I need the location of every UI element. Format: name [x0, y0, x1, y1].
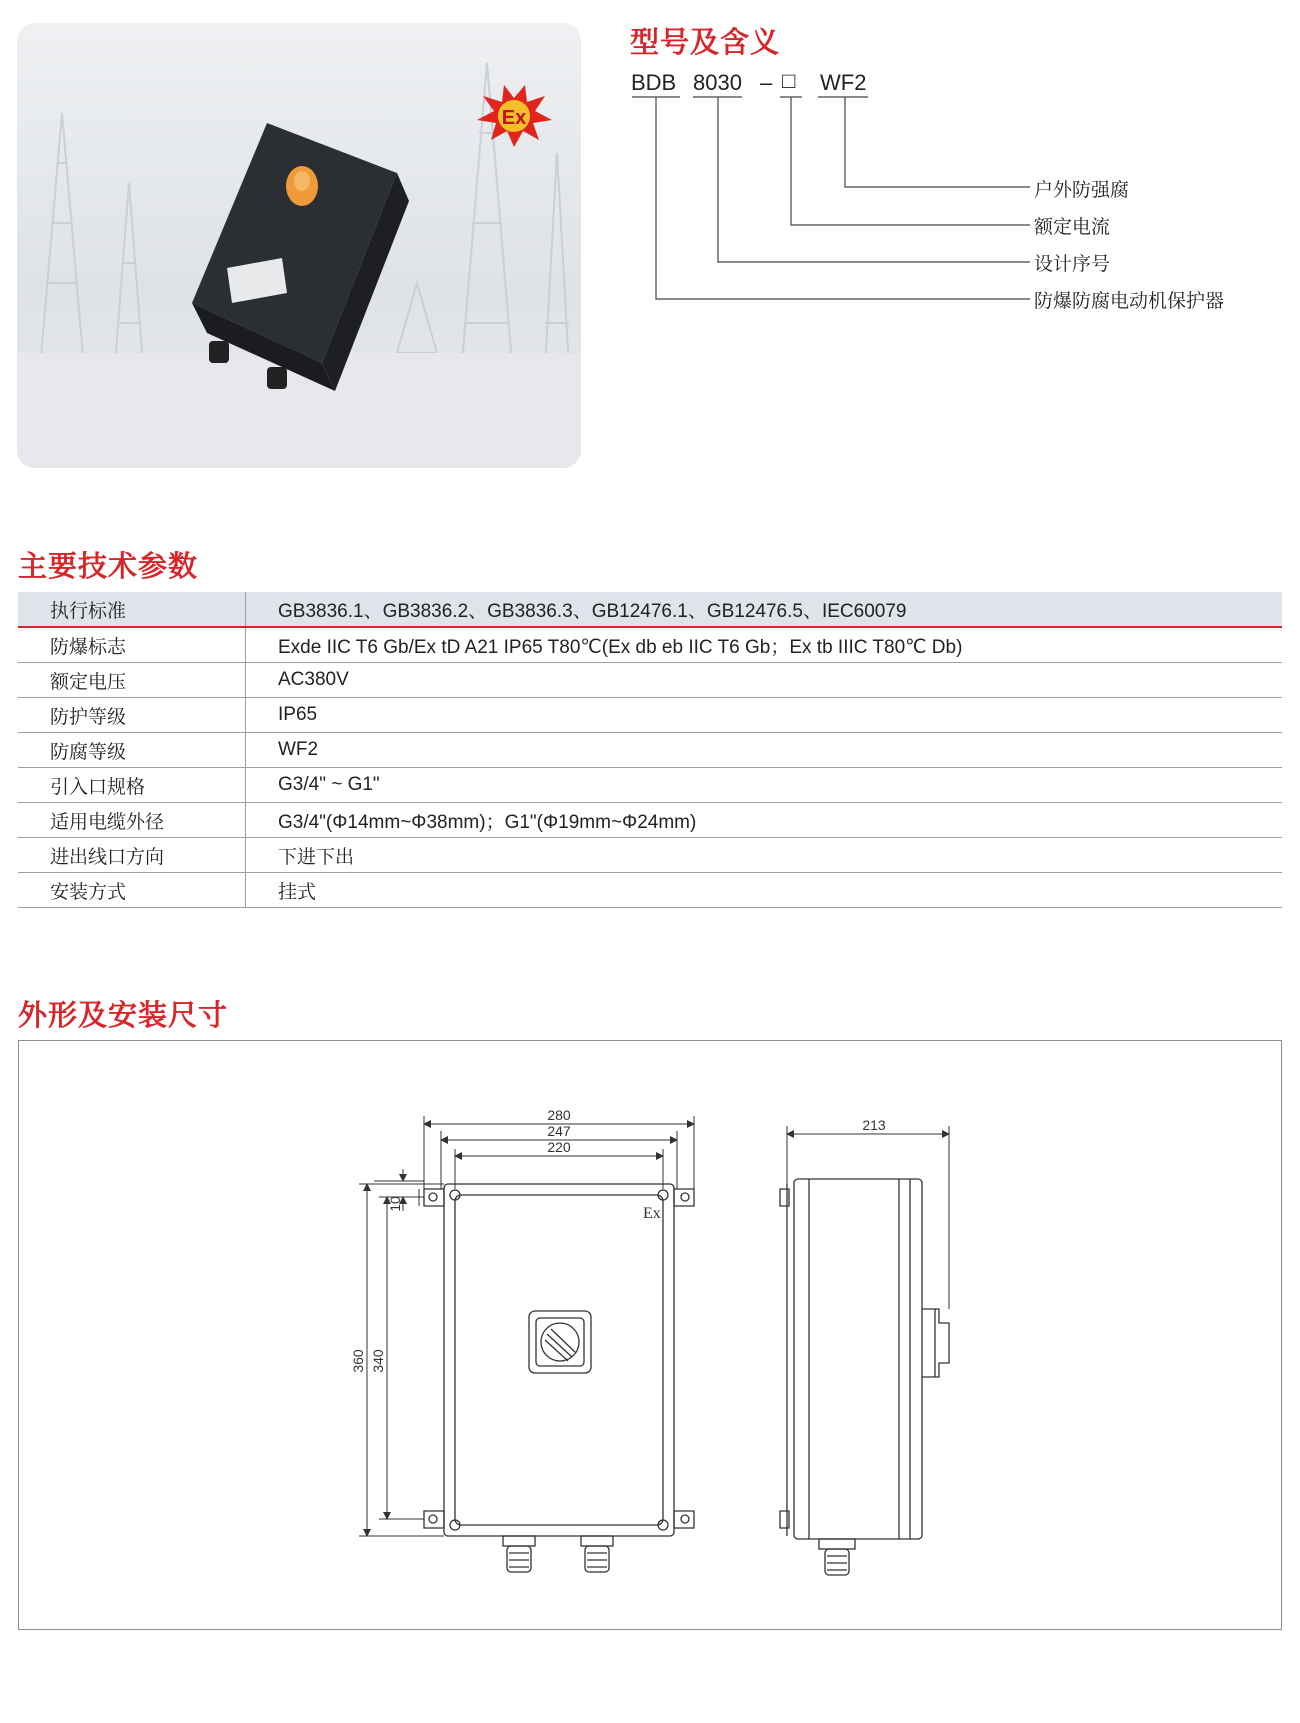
meaning-corrosion: 户外防强腐 [1034, 179, 1130, 201]
model-title: 型号及含义 [630, 25, 781, 59]
meaning-current: 额定电流 [1034, 216, 1111, 238]
meaning-product: 防爆防腐电动机保护器 [1034, 290, 1225, 312]
code-part-series: BDB [631, 70, 677, 95]
meaning-design: 设计序号 [1034, 253, 1111, 275]
spec-label: 防爆标志 [18, 627, 246, 663]
ex-badge-text: Ex [501, 107, 527, 129]
table-row [18, 838, 1282, 873]
spec-value: 下进下出 [246, 838, 1283, 873]
front-ex-mark: Ex [643, 1205, 661, 1222]
dim-247-label: 247 [547, 1123, 571, 1139]
dimension-drawing [19, 1041, 1281, 1629]
dim-220-label: 220 [547, 1139, 571, 1155]
spec-value: IP65 [246, 698, 1283, 733]
table-row [18, 803, 1282, 838]
dim-340-label: 340 [370, 1349, 386, 1373]
table-row [18, 627, 1282, 663]
spec-label: 防腐等级 [18, 733, 246, 768]
table-row [18, 733, 1282, 768]
dimensions-title: 外形及安装尺寸 [18, 998, 229, 1032]
spec-label: 引入口规格 [18, 768, 246, 803]
code-part-dash: – [760, 70, 773, 95]
spec-label: 适用电缆外径 [18, 803, 246, 838]
spec-label: 防护等级 [18, 698, 246, 733]
side-view [780, 1179, 949, 1575]
table-row [18, 698, 1282, 733]
spec-label: 额定电压 [18, 663, 246, 698]
table-row [18, 873, 1282, 908]
table-row [18, 768, 1282, 803]
dimension-drawing-frame [18, 1040, 1282, 1630]
spec-value: G3/4"(Φ14mm~Φ38mm)；G1"(Φ19mm~Φ24mm) [246, 803, 1283, 838]
spec-value: Exde IIC T6 Gb/Ex tD A21 IP65 T80℃(Ex db eb IIC T6 Gb；Ex tb IIIC T80℃ Db) [246, 627, 1283, 663]
spec-value: G3/4" ~ G1" [246, 768, 1283, 803]
table-row [18, 663, 1282, 698]
spec-table [18, 592, 1282, 908]
specs-title: 主要技术参数 [18, 549, 199, 583]
spec-value: AC380V [246, 663, 1283, 698]
spec-value: 挂式 [246, 873, 1283, 908]
code-part-design: 8030 [693, 70, 742, 95]
code-part-current: □ [782, 68, 796, 93]
spec-label: 执行标准 [18, 592, 246, 627]
dim-213-label: 213 [862, 1117, 886, 1133]
dim-280-label: 280 [547, 1107, 571, 1123]
spec-label: 进出线口方向 [18, 838, 246, 873]
product-illustration [17, 23, 581, 468]
table-row [18, 592, 1282, 627]
front-view [424, 1184, 694, 1572]
dim-10-label: 10 [387, 1196, 403, 1212]
product-photo [17, 23, 581, 468]
spec-value: GB3836.1、GB3836.2、GB3836.3、GB12476.1、GB12476.5、IEC60079 [246, 592, 1283, 627]
dim-360-label: 360 [350, 1349, 366, 1373]
spec-label: 安装方式 [18, 873, 246, 908]
model-leader-lines [620, 95, 1040, 310]
side-depth-dim [787, 1126, 949, 1309]
spec-value: WF2 [246, 733, 1283, 768]
code-part-corrosion: WF2 [820, 70, 867, 95]
